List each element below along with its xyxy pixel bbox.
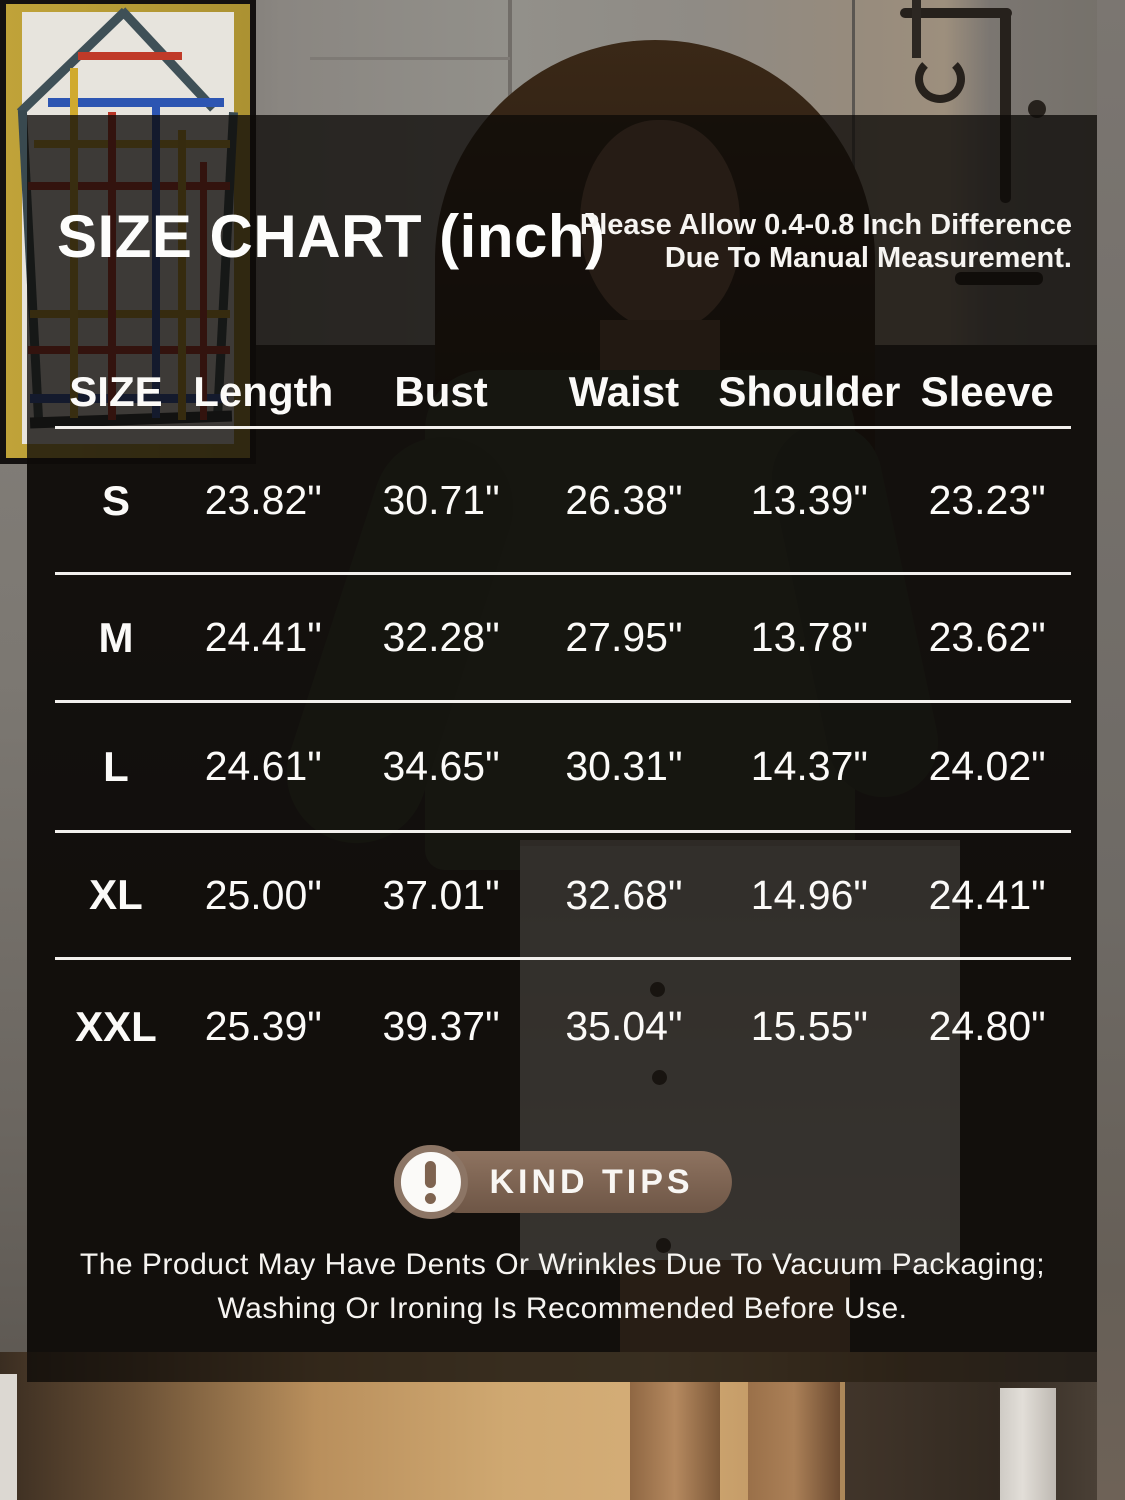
table-row [55, 575, 1071, 703]
exclamation-icon [393, 1145, 467, 1219]
kind-tips-text [0, 1243, 1125, 1331]
bust-value: 30.71" [382, 477, 500, 523]
sleeve-value: 24.80" [928, 1003, 1046, 1049]
column-header-waist: Waist [568, 368, 680, 415]
column-header-bust: Bust [394, 368, 488, 415]
column-header-shoulder: Shoulder [718, 368, 901, 415]
pipe-rack [915, 55, 965, 103]
measurement-note-line1: Please Allow 0.4-0.8 Inch Difference [579, 209, 1072, 241]
size-label: S [101, 476, 130, 524]
measurement-note [580, 209, 1072, 275]
length-value: 24.61" [204, 743, 322, 789]
length-value: 24.41" [204, 614, 322, 660]
shoulder-value: 15.55" [750, 1003, 868, 1049]
column-header-size: SIZE [69, 368, 163, 415]
page-title: SIZE CHART (inch) [57, 203, 606, 270]
kind-tips-text-line2: Washing Or Ironing Is Recommended Before Use. [217, 1292, 908, 1325]
exclamation-bar [425, 1161, 436, 1188]
size-label: XL [89, 871, 143, 918]
waist-value: 30.31" [565, 743, 683, 789]
photo-wall-seam [310, 57, 510, 60]
sleeve-value: 23.23" [928, 477, 1046, 523]
sleeve-value: 24.41" [928, 871, 1046, 918]
table-row [55, 703, 1071, 833]
column-header-length: Length [193, 368, 334, 415]
table-row [55, 429, 1071, 575]
table-header-row [55, 330, 1071, 429]
painting-line [78, 52, 182, 60]
waist-value: 35.04" [565, 1003, 683, 1049]
shoulder-value: 13.78" [750, 614, 868, 660]
bust-value: 34.65" [382, 743, 500, 789]
kind-tips-pill [427, 1151, 731, 1213]
shoulder-value: 14.37" [750, 743, 868, 789]
pipe-rack [912, 0, 921, 58]
size-label: L [103, 742, 129, 790]
size-chart-table [55, 330, 1071, 1093]
waist-value: 32.68" [565, 871, 683, 918]
table-row [55, 960, 1071, 1093]
size-label: XXL [75, 1002, 157, 1050]
length-value: 25.00" [204, 871, 322, 918]
kind-tips-text-line1: The Product May Have Dents Or Wrinkles Due To Vacuum Packaging; [79, 1248, 1046, 1281]
bust-value: 32.28" [382, 614, 500, 660]
waist-value: 26.38" [565, 477, 683, 523]
photo-shadow [845, 1382, 1097, 1500]
sleeve-value: 24.02" [928, 743, 1046, 789]
kind-tips-badge [393, 1145, 731, 1219]
length-value: 23.82" [204, 477, 322, 523]
size-label: M [98, 613, 134, 661]
column-header-sleeve: Sleeve [920, 368, 1054, 415]
sleeve-value: 23.62" [928, 614, 1046, 660]
measurement-note-line2: Due To Manual Measurement. [664, 242, 1072, 274]
table-row [55, 833, 1071, 960]
length-value: 25.39" [204, 1003, 322, 1049]
bust-value: 37.01" [382, 871, 500, 918]
bust-value: 39.37" [382, 1003, 500, 1049]
photo-doorframe-left [0, 1374, 17, 1500]
photo-woman-leg [630, 1382, 720, 1500]
shoulder-value: 13.39" [750, 477, 868, 523]
waist-value: 27.95" [565, 614, 683, 660]
photo-baseboard [1000, 1388, 1056, 1500]
photo-woman-leg [748, 1382, 840, 1500]
shoulder-value: 14.96" [750, 871, 868, 918]
exclamation-dot [425, 1193, 436, 1204]
kind-tips-label: KIND TIPS [489, 1162, 694, 1201]
